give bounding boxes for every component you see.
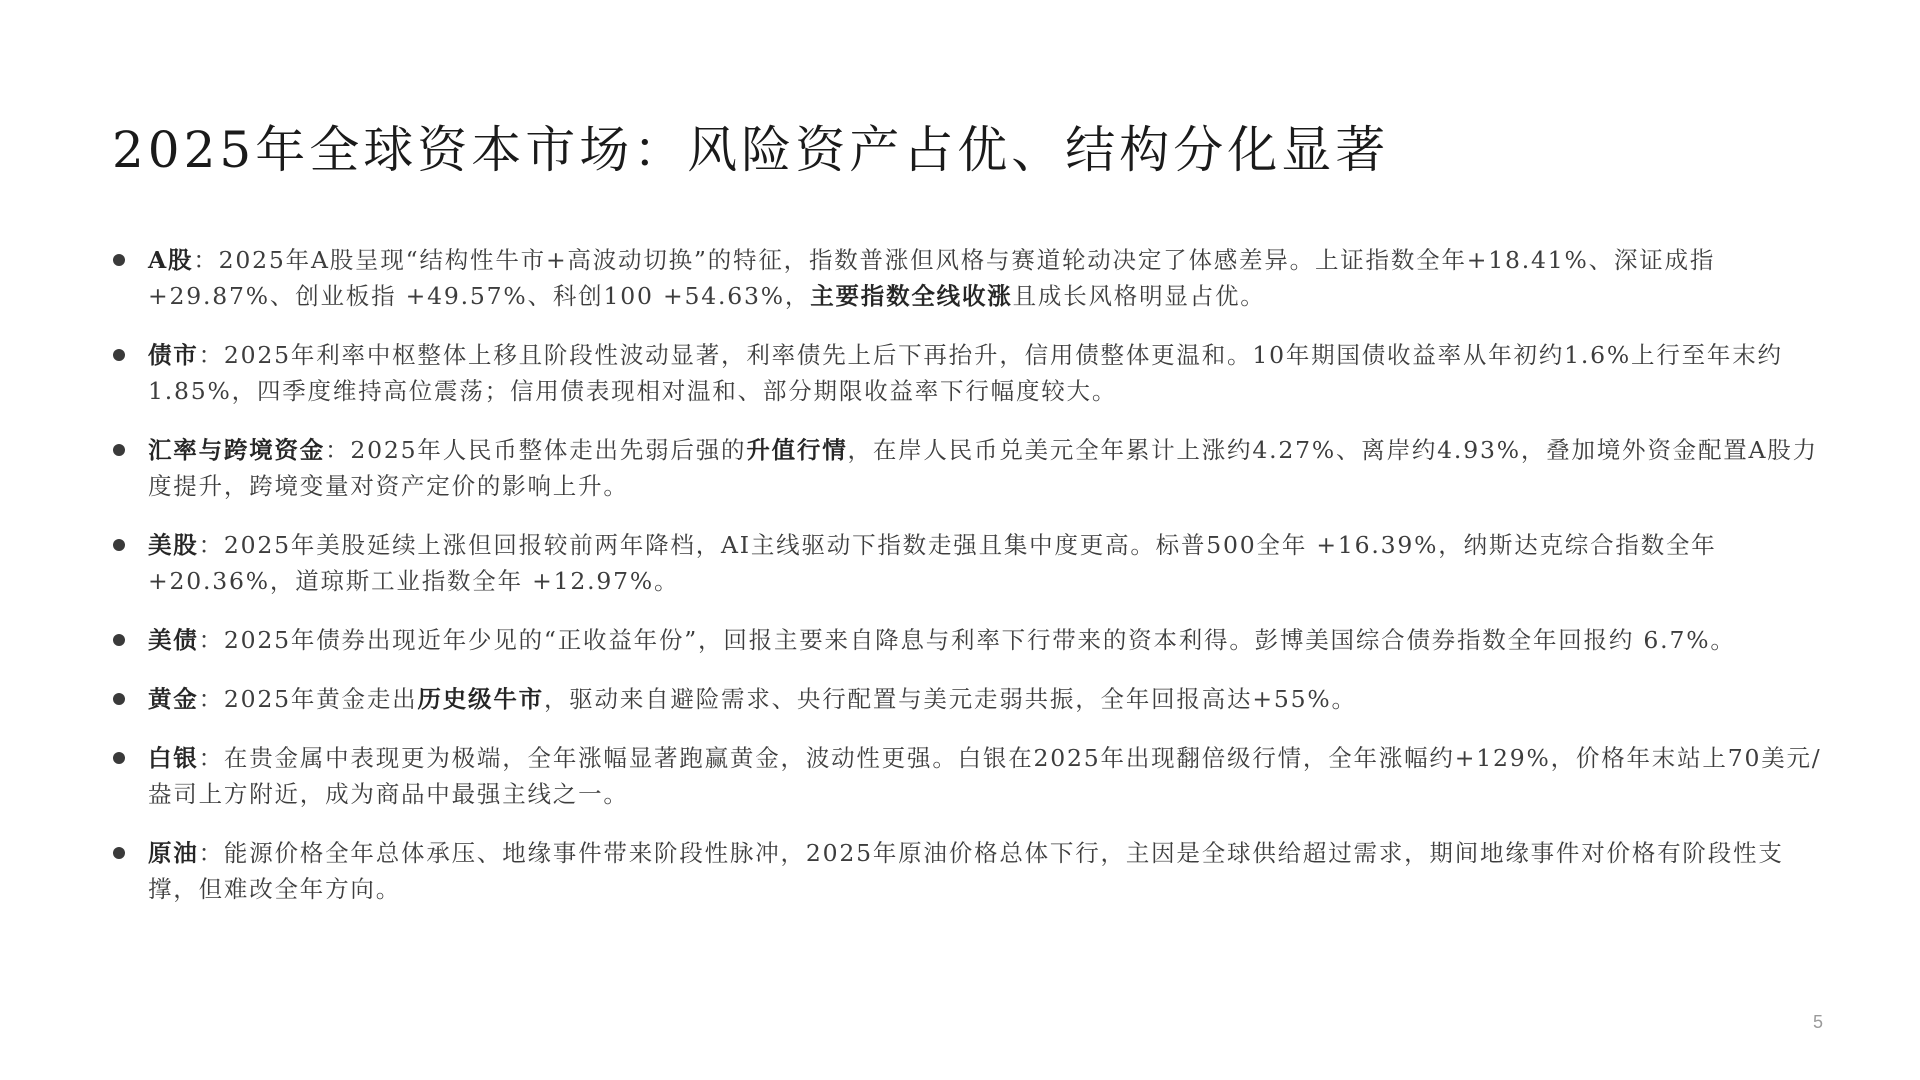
bullet-heading: 债市 (148, 341, 199, 369)
bullet-separator: ： (198, 839, 224, 867)
bullet-text-tail: ，驱动来自避险需求、央行配置与美元走弱共振，全年回报高达+55%。 (543, 685, 1357, 713)
bullet-separator: ： (325, 436, 351, 464)
bullet-text: 2025年黄金走出 (223, 685, 418, 713)
bullet-text: 在贵金属中表现更为极端，全年涨幅显著跑赢黄金，波动性更强。白银在2025年出现翻倍级行情，全年涨幅约+129%，价格年末站上70美元/盎司上方附近，成为商品中最强主线之一。 (148, 744, 1822, 808)
bullet-heading: A股 (148, 246, 194, 274)
bullet-dot-icon (113, 349, 125, 361)
bullet-dot-icon (113, 634, 125, 646)
bullet-heading: 美债 (148, 626, 199, 654)
bullet-dot-icon (113, 254, 125, 266)
bullet-text-tail: ，在岸人民币兑美元全年累计上涨约4.27%、离岸约4.93%，叠加境外资金配置A股力度提升，跨境变量对资产定价的影响上升。 (148, 436, 1818, 500)
bullet-highlight: 升值行情 (746, 436, 848, 464)
bullet-us-treasuries (110, 622, 1830, 658)
bullet-heading: 白银 (148, 744, 199, 772)
bullet-fx-crossborder (110, 432, 1830, 504)
bullet-dot-icon (113, 752, 125, 764)
slide-title: 2025年全球资本市场：风险资产占优、结构分化显著 (112, 121, 1390, 179)
bullet-dot-icon (113, 444, 125, 456)
bullet-separator: ： (198, 626, 224, 654)
bullet-text: 2025年债券出现近年少见的“正收益年份”，回报主要来自降息与利率下行带来的资本利得。彭博美国综合债券指数全年回报约 6.7%。 (223, 626, 1736, 654)
bullet-heading: 原油 (148, 839, 199, 867)
bullet-text: 2025年人民币整体走出先弱后强的 (350, 436, 747, 464)
bullet-heading: 黄金 (148, 685, 199, 713)
bullet-heading: 汇率与跨境资金 (148, 436, 326, 464)
bullet-separator: ： (198, 685, 224, 713)
bullet-bond-market (110, 337, 1830, 409)
bullet-crude-oil (110, 835, 1830, 907)
bullet-us-stocks (110, 527, 1830, 599)
bullet-dot-icon (113, 539, 125, 551)
bullet-text: 2025年A股呈现“结构性牛市+高波动切换”的特征，指数普涨但风格与赛道轮动决定了体感差异。上证指数全年+18.41%、深证成指 +29.87%、创业板指 +49.57%、科创100 +54.63%， (148, 246, 1716, 310)
bullet-text: 能源价格全年总体承压、地缘事件带来阶段性脉冲，2025年原油价格总体下行，主因是全球供给超过需求，期间地缘事件对价格有阶段性支撑，但难改全年方向。 (148, 839, 1784, 903)
bullet-dot-icon (113, 847, 125, 859)
bullet-list (110, 242, 1830, 930)
bullet-heading: 美股 (148, 531, 199, 559)
bullet-separator: ： (198, 341, 224, 369)
bullet-highlight: 历史级牛市 (417, 685, 544, 713)
bullet-separator: ： (193, 246, 219, 274)
bullet-highlight: 主要指数全线收涨 (810, 282, 1013, 310)
bullet-text: 2025年美股延续上涨但回报较前两年降档，AI主线驱动下指数走强且集中度更高。标普500全年 +16.39%，纳斯达克综合指数全年 +20.36%，道琼斯工业指数全年 +12.97%。 (148, 531, 1717, 595)
bullet-silver (110, 740, 1830, 812)
bullet-a-shares (110, 242, 1830, 314)
bullet-gold (110, 681, 1830, 717)
bullet-separator: ： (198, 744, 224, 772)
bullet-text: 2025年利率中枢整体上移且阶段性波动显著，利率债先上后下再抬升，信用债整体更温和。10年期国债收益率从年初约1.6%上行至年末约1.85%，四季度维持高位震荡；信用债表现相对温和、部分期限收益率下行幅度较大。 (148, 341, 1783, 405)
bullet-separator: ： (198, 531, 224, 559)
page-number: 5 (1812, 1012, 1823, 1032)
bullet-text-tail: 且成长风格明显占优。 (1012, 282, 1266, 310)
bullet-dot-icon (113, 693, 125, 705)
